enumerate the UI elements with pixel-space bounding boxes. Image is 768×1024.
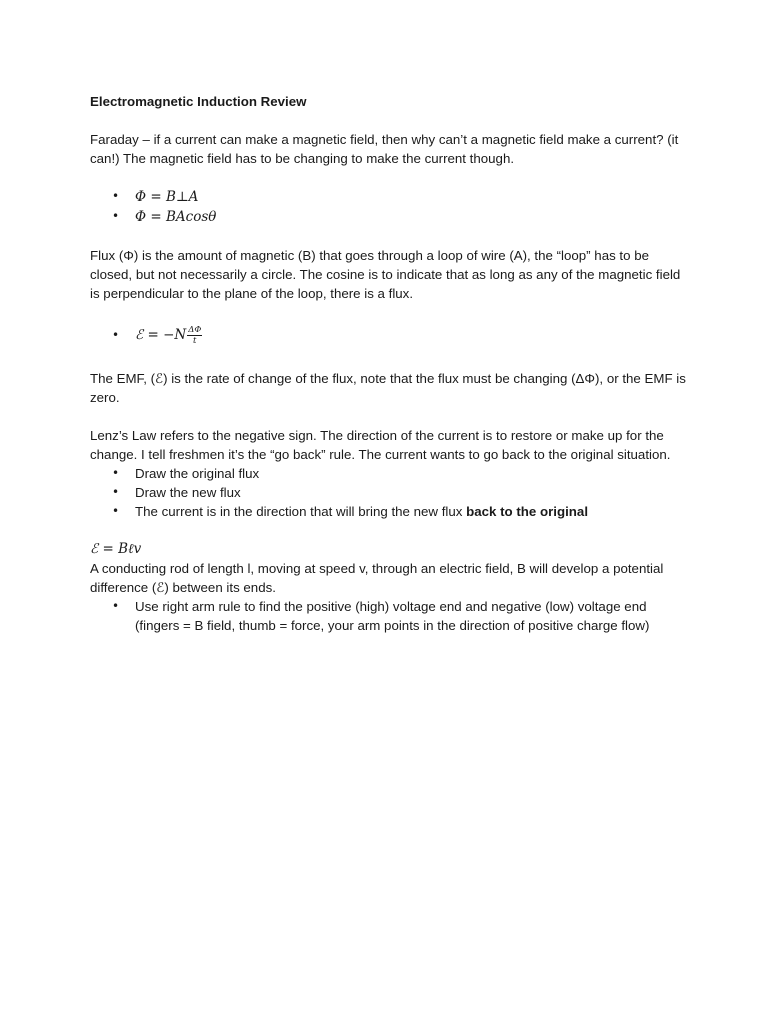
- emf-equation-list: [90, 322, 690, 348]
- faraday-paragraph: Faraday – if a current can make a magnetic field, then why can’t a magnetic field make a current? (it can!) The magnetic field has to be changing to make the current though.: [90, 132, 679, 166]
- emf-fraction: [187, 325, 202, 346]
- emf-equation-lhs: ℰ = −N: [135, 327, 187, 343]
- lenz-step-emphasis: back to the original: [466, 504, 589, 519]
- flux-equation: Φ = BAcosθ: [135, 209, 217, 225]
- list-item: [90, 502, 690, 521]
- flux-paragraph: Flux (Φ) is the amount of magnetic (B) that goes through a loop of wire (A), the “loop” has to be closed, but not necessarily a circle. The cosine is to indicate that as long as any of the magnetic field is perpendicular to the plane of the loop, there is a flux.: [90, 248, 681, 301]
- motional-emf-equation: ℰ = Bℓv: [90, 541, 142, 557]
- motional-steps-list: [90, 597, 690, 635]
- emf-fraction-denominator: t: [193, 335, 197, 346]
- emf-paragraph: The EMF, (ℰ) is the rate of change of the flux, note that the flux must be changing (ΔΦ), or the EMF is zero.: [90, 371, 686, 405]
- document-title: Electromagnetic Induction Review: [90, 94, 307, 109]
- motional-paragraph: A conducting rod of length l, moving at speed v, through an electric field, B will develop a potential difference (ℰ) between its ends.: [90, 561, 664, 595]
- list-item: [90, 187, 690, 207]
- lenz-paragraph: Lenz’s Law refers to the negative sign. The direction of the current is to restore or make up for the change. I tell freshmen it’s the “go back” rule. The current wants to go back to the original situation.: [90, 428, 671, 462]
- flux-equation: Φ = B⊥A: [135, 189, 199, 205]
- list-item: • Draw the original flux: [90, 464, 690, 483]
- document-page: [90, 92, 690, 635]
- list-item: [90, 207, 690, 227]
- list-item: • Use right arm rule to find the positive (high) voltage end and negative (low) voltage end (fingers = B field, thumb = force, your arm points in the direction of positive charge flow): [90, 597, 690, 635]
- flux-equation-list: [90, 187, 690, 227]
- list-item: • Draw the new flux: [90, 483, 690, 502]
- emf-fraction-numerator: ΔΦ: [188, 324, 202, 335]
- list-item: [90, 322, 690, 348]
- lenz-steps-list: [90, 464, 690, 521]
- lenz-step-text: The current is in the direction that will bring the new flux: [135, 504, 467, 519]
